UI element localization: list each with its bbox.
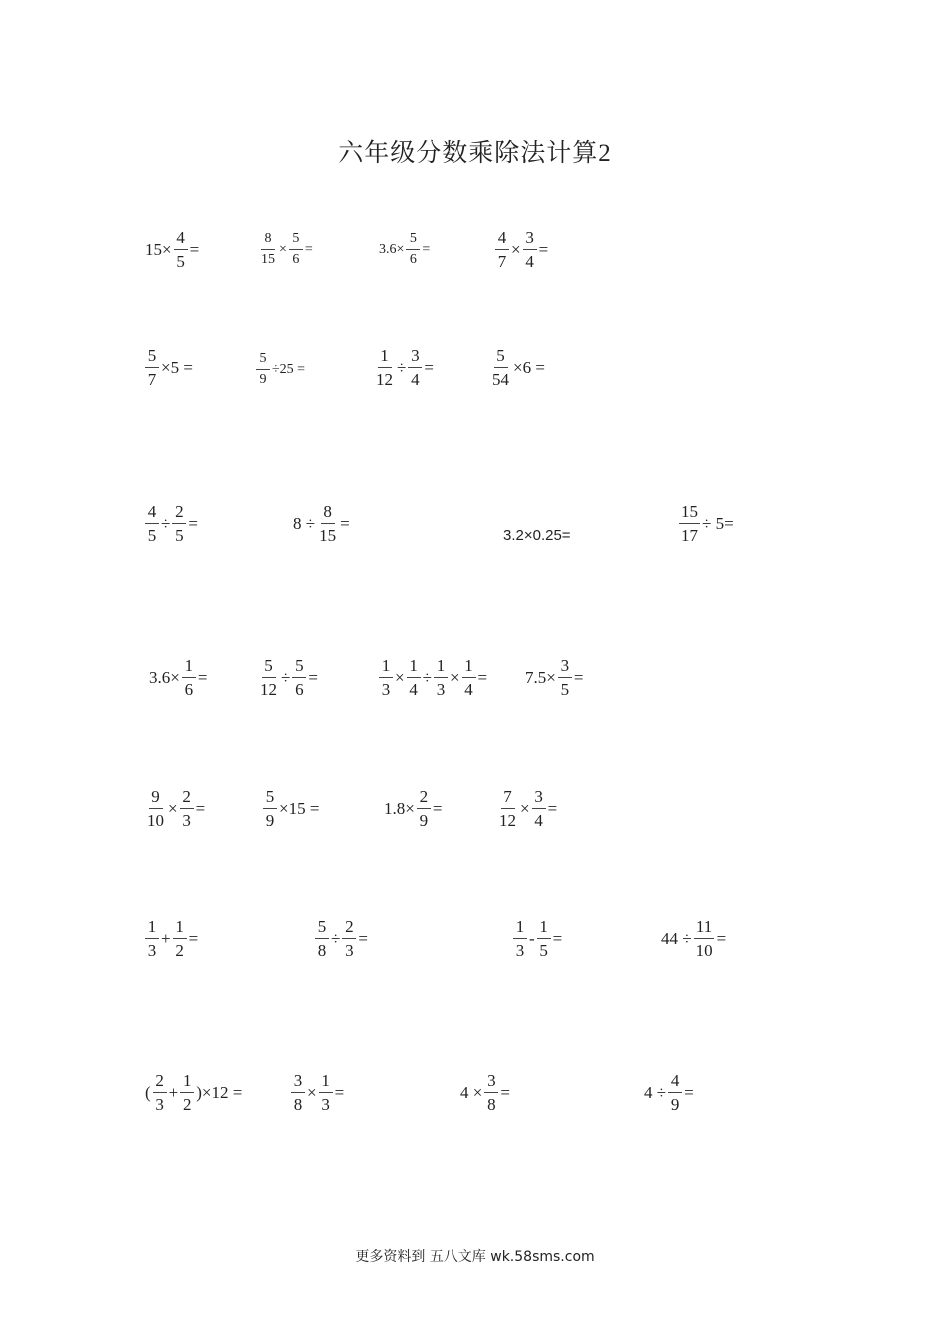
- fraction: [462, 657, 476, 698]
- problem-3-2: [292, 503, 351, 544]
- numerator: 2: [180, 788, 194, 809]
- operator-text: =: [552, 929, 563, 948]
- operator-text: =: [500, 1083, 510, 1102]
- numerator: 3: [532, 788, 546, 809]
- numerator: 1: [513, 918, 527, 939]
- problem-1-2: [258, 232, 314, 267]
- numerator: 5: [494, 347, 508, 368]
- fraction: [263, 788, 277, 829]
- numerator: 2: [417, 788, 431, 809]
- operator-text: =: [422, 241, 431, 257]
- denominator: 3: [147, 941, 157, 960]
- denominator: 54: [492, 370, 509, 389]
- fraction: [173, 918, 187, 959]
- denominator: 6: [292, 252, 300, 267]
- operator-text: ×: [279, 241, 287, 257]
- denominator: 6: [295, 680, 304, 699]
- fraction: [174, 229, 188, 270]
- numerator: 5: [256, 352, 270, 370]
- fraction: [182, 657, 196, 698]
- problem-5-2: [262, 788, 320, 829]
- operator-text: 15×: [145, 240, 172, 259]
- operator-text: =: [188, 514, 198, 533]
- denominator: 9: [259, 372, 267, 387]
- denominator: 5: [175, 526, 184, 545]
- operator-text: ×5 =: [161, 358, 193, 377]
- operator-text: ×: [307, 1083, 317, 1102]
- denominator: 3: [182, 811, 191, 830]
- problem-5-1: [144, 788, 206, 829]
- fraction: [256, 352, 270, 387]
- operator-text: ÷25 =: [272, 361, 306, 377]
- denominator: 6: [184, 680, 194, 699]
- denominator: 4: [409, 680, 418, 699]
- fraction: [145, 918, 159, 959]
- fraction: [484, 1072, 498, 1113]
- numerator: 3: [523, 229, 537, 250]
- problem-7-4: [643, 1072, 695, 1113]
- fraction: [317, 503, 338, 544]
- denominator: 5: [147, 526, 157, 545]
- problem-4-4: [524, 657, 584, 698]
- numerator: 1: [462, 657, 476, 678]
- operator-text: ×: [511, 240, 521, 259]
- denominator: 4: [464, 680, 473, 699]
- operator-text: ÷: [397, 358, 407, 377]
- numerator: 5: [262, 657, 276, 678]
- numerator: 11: [694, 918, 714, 939]
- problem-3-1: [144, 503, 199, 544]
- numerator: 1: [182, 657, 196, 678]
- denominator: 8: [487, 1095, 496, 1114]
- denominator: 3: [155, 1095, 164, 1114]
- operator-text: 8 ÷: [293, 514, 316, 533]
- operator-text: -: [529, 929, 535, 948]
- fraction: [145, 788, 166, 829]
- fraction: [434, 657, 448, 698]
- problem-6-4: [660, 918, 727, 959]
- operator-text: =: [195, 799, 206, 818]
- problem-2-3: [373, 347, 435, 388]
- fraction: [407, 657, 421, 698]
- problem-2-4: [489, 347, 546, 388]
- operator-text: (: [145, 1083, 151, 1102]
- operator-text: ×: [520, 799, 530, 818]
- numerator: 1: [319, 1072, 333, 1093]
- operator-text: +: [168, 1083, 179, 1102]
- numerator: 1: [378, 347, 392, 368]
- numerator: 5: [292, 657, 306, 678]
- problem-7-1: [144, 1072, 243, 1113]
- fraction: [258, 657, 279, 698]
- fraction: [537, 918, 551, 959]
- denominator: 5: [560, 680, 570, 699]
- denominator: 9: [265, 811, 275, 830]
- problem-3-3: [502, 528, 572, 543]
- numerator: 15: [679, 503, 700, 524]
- denominator: 12: [499, 811, 516, 830]
- numerator: 4: [174, 229, 188, 250]
- operator-text: =: [573, 668, 584, 687]
- fraction: [694, 918, 715, 959]
- numerator: 1: [537, 918, 551, 939]
- operator-text: =: [684, 1083, 694, 1102]
- operator-text: ÷: [161, 514, 171, 533]
- operator-text: =: [358, 929, 368, 948]
- operator-text: =: [304, 241, 313, 257]
- operator-text: ×: [168, 799, 178, 818]
- operator-text: =: [188, 929, 199, 948]
- fraction: [497, 788, 518, 829]
- denominator: 7: [147, 370, 157, 389]
- fraction: [145, 347, 159, 388]
- numerator: 2: [172, 503, 186, 524]
- denominator: 3: [381, 680, 391, 699]
- operator-text: 44 ÷: [661, 929, 692, 948]
- problem-4-3: [378, 657, 488, 698]
- problem-4-1: [148, 657, 208, 698]
- numerator: 3: [408, 347, 422, 368]
- operator-text: =: [424, 358, 434, 377]
- operator-text: 4 ÷: [644, 1083, 667, 1102]
- fraction: [532, 788, 546, 829]
- numerator: 1: [145, 918, 159, 939]
- numerator: 9: [149, 788, 163, 809]
- denominator: 5: [176, 252, 185, 271]
- numerator: 5: [263, 788, 277, 809]
- operator-text: =: [340, 514, 350, 533]
- operator-text: =: [547, 799, 558, 818]
- fraction: [408, 347, 422, 388]
- fraction: [292, 657, 306, 698]
- denominator: 4: [534, 811, 543, 830]
- operator-text: ×6 =: [513, 358, 545, 377]
- numerator: 4: [668, 1072, 682, 1093]
- problem-2-1: [144, 347, 194, 388]
- fraction: [315, 918, 329, 959]
- fraction: [523, 229, 537, 270]
- numerator: 5: [315, 918, 329, 939]
- numerator: 3: [484, 1072, 498, 1093]
- numerator: 4: [495, 229, 509, 250]
- denominator: 15: [261, 252, 275, 267]
- numerator: 1: [379, 657, 393, 678]
- operator-text: =: [716, 929, 727, 948]
- numerator: 5: [145, 347, 159, 368]
- denominator: 9: [670, 1095, 680, 1114]
- problem-3-4: [678, 503, 735, 544]
- operator-text: ×15 =: [279, 799, 320, 818]
- numerator: 2: [153, 1072, 167, 1093]
- numerator: 5: [406, 232, 420, 250]
- fraction: [291, 1072, 305, 1113]
- operator-text: ÷: [331, 929, 341, 948]
- problem-5-4: [496, 788, 558, 829]
- denominator: 2: [175, 941, 184, 960]
- denominator: 12: [376, 370, 393, 389]
- operator-text: )×12 =: [196, 1083, 243, 1102]
- fraction: [558, 657, 572, 698]
- numerator: 5: [289, 232, 303, 250]
- numerator: 8: [261, 232, 275, 250]
- fraction: [180, 1072, 194, 1113]
- fraction: [679, 503, 700, 544]
- footer-note: 更多资料到 五八文库 wk.58sms.com: [355, 1249, 595, 1265]
- problem-6-2: [314, 918, 369, 959]
- numerator: 1: [407, 657, 421, 678]
- denominator: 8: [317, 941, 327, 960]
- problem-7-3: [459, 1072, 511, 1113]
- operator-text: ÷ 5=: [702, 514, 734, 533]
- denominator: 7: [497, 252, 507, 271]
- denominator: 8: [293, 1095, 303, 1114]
- numerator: 1: [173, 918, 187, 939]
- fraction: [145, 503, 159, 544]
- numerator: 8: [321, 503, 335, 524]
- fraction: [289, 232, 303, 267]
- fraction: [513, 918, 527, 959]
- problem-5-3: [383, 788, 443, 829]
- operator-text: 3.2×0.25=: [503, 527, 571, 544]
- operator-text: =: [197, 668, 208, 687]
- problem-1-1: [144, 229, 200, 270]
- denominator: 4: [525, 252, 534, 271]
- operator-text: =: [477, 668, 488, 687]
- problem-1-4: [494, 229, 549, 270]
- denominator: 17: [681, 526, 698, 545]
- operator-text: 1.8×: [384, 799, 415, 818]
- fraction: [495, 229, 509, 270]
- operator-text: =: [538, 240, 549, 259]
- operator-text: =: [308, 668, 318, 687]
- denominator: 2: [183, 1095, 192, 1114]
- problem-6-3: [512, 918, 563, 959]
- denominator: 10: [147, 811, 164, 830]
- fraction: [319, 1072, 333, 1113]
- fraction: [379, 657, 393, 698]
- problem-6-1: [144, 918, 199, 959]
- denominator: 6: [409, 252, 417, 267]
- numerator: 1: [434, 657, 448, 678]
- problem-1-3: [378, 232, 431, 267]
- operator-text: +: [161, 929, 171, 948]
- fraction: [417, 788, 431, 829]
- page-title: 六年级分数乘除法计算2: [338, 140, 612, 167]
- denominator: 12: [260, 680, 277, 699]
- fraction: [374, 347, 395, 388]
- fraction: [172, 503, 186, 544]
- problem-7-2: [290, 1072, 345, 1113]
- problem-2-2: [255, 352, 306, 387]
- operator-text: =: [334, 1083, 345, 1102]
- denominator: 3: [436, 680, 446, 699]
- fraction: [153, 1072, 167, 1113]
- fraction: [406, 232, 420, 267]
- numerator: 4: [145, 503, 159, 524]
- numerator: 7: [501, 788, 515, 809]
- denominator: 10: [695, 941, 713, 960]
- fraction: [180, 788, 194, 829]
- denominator: 3: [515, 941, 525, 960]
- numerator: 2: [342, 918, 356, 939]
- denominator: 5: [539, 941, 548, 960]
- operator-text: =: [189, 240, 200, 259]
- fraction: [259, 232, 277, 267]
- fraction: [668, 1072, 682, 1113]
- operator-text: 4 ×: [460, 1083, 483, 1102]
- operator-text: ×: [395, 668, 405, 687]
- denominator: 3: [321, 1095, 330, 1114]
- denominator: 9: [419, 811, 429, 830]
- operator-text: 3.6×: [379, 241, 405, 257]
- numerator: 3: [291, 1072, 305, 1093]
- problem-4-2: [257, 657, 319, 698]
- numerator: 1: [180, 1072, 194, 1093]
- operator-text: 7.5×: [525, 668, 556, 687]
- operator-text: 3.6×: [149, 668, 180, 687]
- numerator: 3: [558, 657, 572, 678]
- operator-text: ÷: [281, 668, 291, 687]
- operator-text: =: [432, 799, 443, 818]
- fraction: [342, 918, 356, 959]
- denominator: 3: [345, 941, 354, 960]
- operator-text: ×: [449, 668, 460, 687]
- denominator: 15: [319, 526, 337, 545]
- denominator: 4: [411, 370, 420, 389]
- fraction: [490, 347, 511, 388]
- operator-text: ÷: [422, 668, 432, 687]
